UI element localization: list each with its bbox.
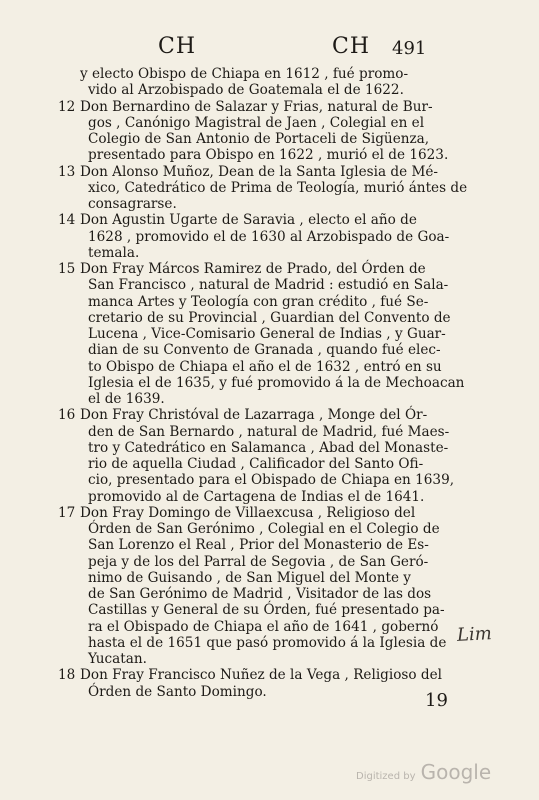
entry bbox=[58, 261, 465, 407]
entry bbox=[80, 66, 445, 99]
text-line: Don Fray Christóval de Lazarraga , Monge del Ór- bbox=[80, 407, 428, 424]
text-line: Lucena , Vice-Comisario General de Indias , y Guar- bbox=[88, 326, 446, 342]
running-header-left: CH bbox=[158, 34, 197, 59]
entry-number: 18 bbox=[58, 667, 76, 684]
text-line: dian de su Convento de Granada , quando fué elec- bbox=[88, 342, 441, 359]
entry bbox=[58, 212, 450, 261]
text-line: el de 1639. bbox=[88, 391, 165, 407]
text-line: manca Artes y Teología con gran crédito , fué Se- bbox=[88, 293, 429, 310]
text-line: San Lorenzo el Real , Prior del Monasterio de Es- bbox=[88, 537, 429, 554]
entry-number: 12 bbox=[58, 98, 76, 115]
text-line: Don Fray Márcos Ramirez de Prado, del Órden de bbox=[80, 261, 426, 277]
text-line: Colegio de San Antonio de Portaceli de Sigüenza, bbox=[88, 131, 430, 147]
text-line: y electo Obispo de Chiapa en 1612 , fué promo- bbox=[80, 66, 409, 82]
text-line: rio de aquella Ciudad , Calificador del Santo Ofi- bbox=[88, 456, 424, 472]
text-line: Don Bernardino de Salazar y Frias, natural de Bur- bbox=[80, 98, 433, 115]
entry-number: 17 bbox=[58, 504, 76, 521]
text-line: cretario de su Provincial , Guardian del Convento de bbox=[88, 309, 451, 326]
text-line: to Obispo de Chiapa el año el de 1632 , entró en su bbox=[88, 358, 442, 375]
text-line: tro y Catedrático en Salamanca , Abad del Monaste- bbox=[88, 439, 449, 456]
text-line: Don Agustin Ugarte de Saravia , electo el año de bbox=[80, 212, 417, 229]
text-line: Don Fray Francisco Nuñez de la Vega , Religioso del bbox=[80, 667, 442, 684]
text-line: Don Alonso Muñoz, Dean de la Santa Iglesia de Mé- bbox=[80, 163, 439, 180]
running-header-right: CH bbox=[332, 34, 371, 59]
entry bbox=[58, 163, 468, 213]
text-line: cio, presentado para el Obispado de Chiapa en 1639, bbox=[88, 472, 455, 489]
text-line: Órden de San Gerónimo , Colegial en el Colegio de bbox=[88, 521, 440, 537]
text-line: 1628 , promovido el de 1630 al Arzobispado de Goa- bbox=[88, 228, 450, 245]
text-line: gos , Canónigo Magistral de Jaen , Colegial en el bbox=[88, 114, 425, 131]
signature-mark: 19 bbox=[425, 690, 448, 711]
text-line: hasta el de 1651 que pasó promovido á la Iglesia de bbox=[88, 634, 447, 651]
text-line: Don Fray Domingo de Villaexcusa , Religioso del bbox=[80, 504, 416, 521]
text-line: consagrarse. bbox=[88, 196, 177, 212]
entry-number: 16 bbox=[58, 407, 76, 424]
page-body bbox=[58, 66, 468, 700]
text-line: vido al Arzobispado de Goatemala el de 1622. bbox=[88, 82, 404, 99]
google-logo-text: Google bbox=[420, 760, 492, 784]
entry-number: 13 bbox=[58, 163, 76, 180]
digitization-watermark bbox=[356, 760, 491, 784]
text-line: xico, Catedrático de Prima de Teología, murió ántes de bbox=[88, 179, 468, 196]
entry bbox=[58, 667, 445, 700]
text-line: ra el Obispado de Chiapa el año de 1641 , gobernó bbox=[88, 618, 439, 635]
text-line: Yucatan. bbox=[88, 651, 147, 667]
text-line: peja y de los del Parral de Segovia , de San Geró- bbox=[88, 553, 429, 570]
text-line: presentado para Obispo en 1622 , murió el de 1623. bbox=[88, 147, 449, 164]
text-line: den de San Bernardo , natural de Madrid, fué Maes- bbox=[88, 423, 450, 440]
entry bbox=[58, 504, 447, 668]
text-line: Iglesia el de 1635, y fué promovido á la de Mechoacan bbox=[88, 374, 465, 391]
text-line: temala. bbox=[88, 244, 140, 261]
entry-number: 15 bbox=[58, 261, 76, 277]
page-number: 491 bbox=[392, 38, 427, 59]
handwritten-margin-note: Lim bbox=[456, 623, 493, 646]
entry bbox=[58, 407, 455, 505]
entry-number: 14 bbox=[58, 212, 76, 229]
text-line: nimo de Guisando , de San Miguel del Monte y bbox=[88, 569, 411, 586]
entry bbox=[58, 98, 449, 164]
text-line: promovido al de Cartagena de Indias el de 1641. bbox=[88, 488, 425, 505]
text-line: San Francisco , natural de Madrid : estudió en Sala- bbox=[88, 277, 449, 294]
text-line: de San Gerónimo de Madrid , Visitador de las dos bbox=[88, 586, 432, 602]
text-line: Castillas y General de su Órden, fué presentado pa- bbox=[88, 602, 445, 619]
text-line: Órden de Santo Domingo. bbox=[88, 683, 267, 700]
digitized-by-label: Digitized by bbox=[356, 771, 416, 782]
